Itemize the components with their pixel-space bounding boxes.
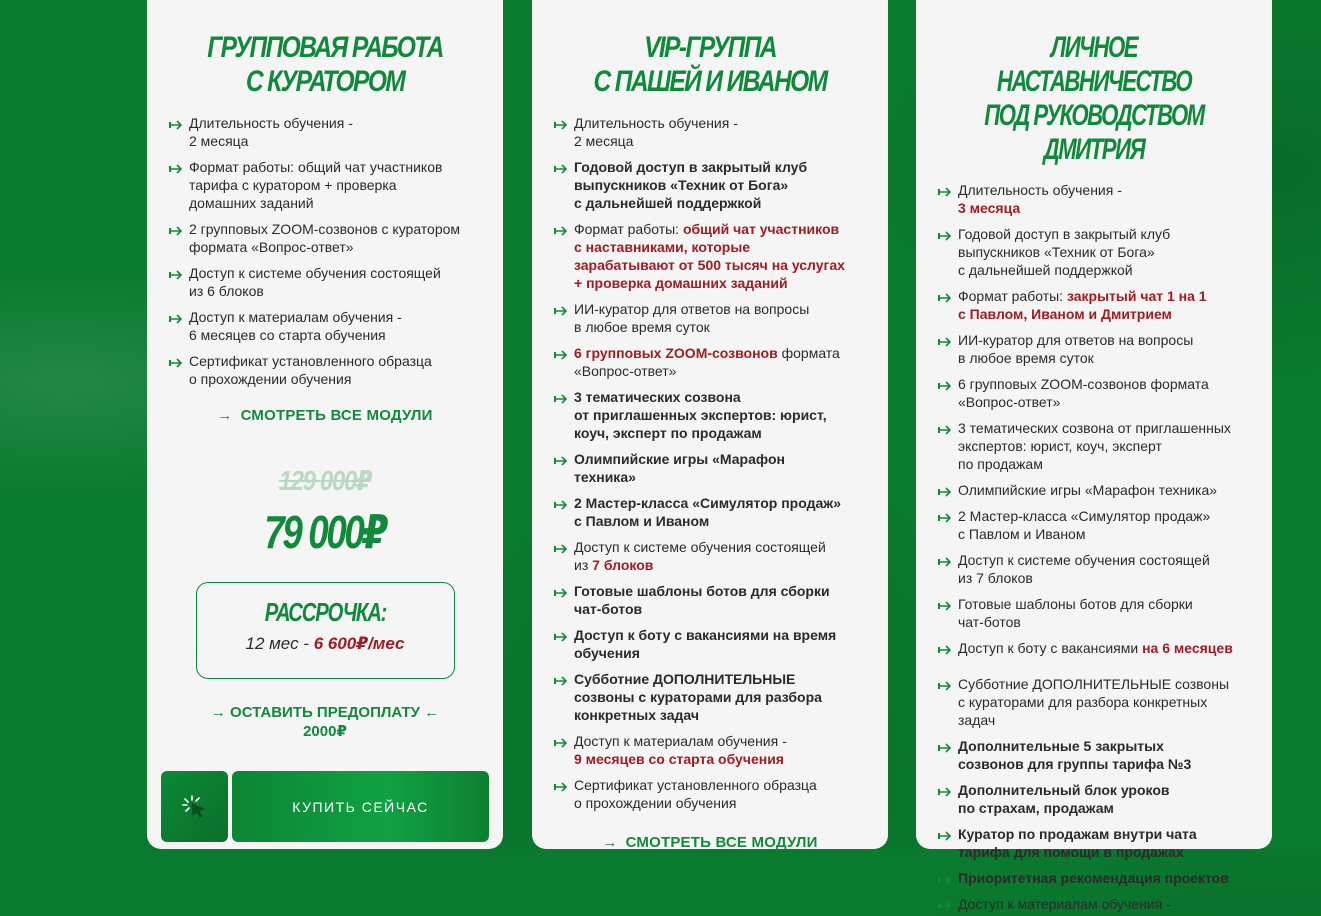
arrow-right-icon (938, 554, 952, 566)
arrow-right-icon (938, 828, 952, 840)
list-item: Доступ к материалам обучения - 6 месяцев со старта обучения (169, 308, 489, 344)
arrow-right-icon (938, 422, 952, 434)
list-item: 3 тематических созвона от приглашенных экспертов: юрист, коуч, эксперт по продажам (554, 388, 879, 442)
click-cursor-icon[interactable] (161, 771, 228, 842)
arrow-right-icon (169, 161, 183, 173)
arrow-right-icon (938, 740, 952, 752)
arrow-right-icon (938, 378, 952, 390)
arrow-right-icon (554, 453, 568, 465)
arrow-right-icon (169, 355, 183, 367)
list-item: Длительность обучения - 2 месяца (554, 114, 879, 150)
arrow-right-icon (554, 779, 568, 791)
installment-title: РАССРОЧКА: (264, 597, 386, 627)
arrow-right-icon (938, 184, 952, 196)
tariff-card-mentorship (916, 0, 1272, 912)
installment-box (196, 582, 455, 679)
installment-value: 12 мес - 6 600₽/мес (245, 634, 405, 653)
feature-list (554, 114, 879, 812)
list-item: Готовые шаблоны ботов для сборки чат-ботов (554, 582, 879, 618)
arrow-right-icon (554, 541, 568, 553)
buy-now-button[interactable]: КУПИТЬ СЕЙЧАС (232, 771, 489, 842)
arrow-right-icon (169, 117, 183, 129)
list-item: Доступ к боту с вакансиями на время обучения (554, 626, 879, 662)
list-item: Длительность обучения - 3 месяца (938, 181, 1263, 217)
prepay-link[interactable]: → ОСТАВИТЬ ПРЕДОПЛАТУ ← 2000₽ (210, 704, 440, 740)
list-item: Длительность обучения - 2 месяца (169, 114, 489, 150)
list-item: Формат работы: закрытый чат 1 на 1 с Павлом, Иваном и Дмитрием (938, 287, 1263, 323)
list-item: Приоритетная рекомендация проектов (938, 869, 1263, 887)
list-item: Доступ к системе обучения состоящей из 7 блоков (938, 551, 1263, 587)
list-item: Олимпийские игры «Марафон техника» (938, 481, 1263, 499)
arrow-right-icon (938, 898, 952, 910)
list-item: Дополнительный блок уроков по страхам, продажам (938, 781, 1263, 817)
arrow-left-icon: ← (419, 704, 440, 721)
list-item: ИИ-куратор для ответов на вопросы в любое время суток (554, 300, 879, 336)
arrow-right-icon: → (210, 704, 231, 721)
arrow-right-icon (554, 585, 568, 597)
list-item: Доступ к системе обучения состоящей из 6 блоков (169, 264, 489, 300)
arrow-right-icon (938, 334, 952, 346)
arrow-right-icon (938, 290, 952, 302)
arrow-right-icon (554, 161, 568, 173)
list-item: ИИ-куратор для ответов на вопросы в любое время суток (938, 331, 1263, 367)
list-item: Субботние ДОПОЛНИТЕЛЬНЫЕ созвоны с кураторами для разбора конкретных задач (554, 670, 879, 724)
list-item: 6 групповых ZOOM-созвонов формата «Вопрос-ответ» (938, 375, 1263, 411)
list-item: Доступ к материалам обучения - 9 месяцев со старта обучения (554, 732, 879, 768)
arrow-right-icon (554, 347, 568, 359)
list-item: Олимпийские игры «Марафон техника» (554, 450, 879, 486)
list-item: Сертификат установленного образца о прохождении обучения (554, 776, 879, 812)
arrow-right-icon (554, 391, 568, 403)
arrow-right-icon (554, 303, 568, 315)
arrow-right-icon (554, 497, 568, 509)
feature-list (938, 181, 1263, 913)
arrow-right-icon (554, 223, 568, 235)
list-item: Дополнительные 5 закрытых созвонов для группы тарифа №3 (938, 737, 1263, 773)
tariff-title: ГРУППОВАЯ РАБОТА С КУРАТОРОМ (207, 31, 443, 98)
tariff-card-vip (532, 0, 888, 849)
list-item: 6 групповых ZOOM-созвонов формата «Вопрос-ответ» (554, 344, 879, 380)
arrow-right-icon (938, 228, 952, 240)
list-item: Субботние ДОПОЛНИТЕЛЬНЫЕ созвоны с кураторами для разбора конкретных задач (938, 675, 1263, 729)
tariff-title: VIP-ГРУППА С ПАШЕЙ И ИВАНОМ (593, 31, 827, 98)
arrow-right-icon (938, 784, 952, 796)
arrow-right-icon (169, 267, 183, 279)
arrow-right-icon (938, 598, 952, 610)
list-item: Годовой доступ в закрытый клуб выпускников «Техник от Бога» с дальнейшей поддержкой (938, 225, 1263, 279)
arrow-right-icon: → (217, 407, 233, 424)
list-item: 3 тематических созвона от приглашенных экспертов: юрист, коуч, эксперт по продажам (938, 419, 1263, 473)
arrow-right-icon (938, 642, 952, 654)
arrow-right-icon (554, 673, 568, 685)
buy-row (161, 771, 489, 842)
list-item: 2 групповых ZOOM-созвонов с куратором формата «Вопрос-ответ» (169, 220, 489, 256)
arrow-right-icon: → (602, 834, 618, 851)
arrow-right-icon (938, 484, 952, 496)
tariff-title: ЛИЧНОЕ НАСТАВНИЧЕСТВО ПОД РУКОВОДСТВОМ ДМИТРИЯ (984, 31, 1204, 166)
list-item: 2 Мастер-класса «Симулятор продаж» с Павлом и Иваном (554, 494, 879, 530)
list-item: Формат работы: общий чат участников тарифа с куратором + проверка домашних заданий (169, 158, 489, 212)
list-item: Готовые шаблоны ботов для сборки чат-ботов (938, 595, 1263, 631)
arrow-right-icon (938, 872, 952, 884)
current-price: 79 000₽ (264, 506, 386, 558)
view-all-modules-link[interactable]: → СМОТРЕТЬ ВСЕ МОДУЛИ (217, 407, 433, 424)
list-item: Сертификат установленного образца о прохождении обучения (169, 352, 489, 388)
list-item: Доступ к системе обучения состоящей из 7 блоков (554, 538, 879, 574)
arrow-right-icon (938, 510, 952, 522)
view-all-modules-link[interactable]: → СМОТРЕТЬ ВСЕ МОДУЛИ (602, 834, 818, 851)
list-item: Формат работы: общий чат участников с наставниками, которые зарабатывают от 500 тысяч на услугах + проверка домашних заданий (554, 220, 879, 292)
feature-list (169, 114, 489, 388)
arrow-right-icon (169, 223, 183, 235)
list-item: Куратор по продажам внутри чата тарифа для помощи в продажах (938, 825, 1263, 861)
arrow-right-icon (938, 678, 952, 690)
list-item: Доступ к материалам обучения - (938, 895, 1263, 913)
old-price: 129 000₽ (278, 465, 372, 496)
arrow-right-icon (554, 629, 568, 641)
list-item: 2 Мастер-класса «Симулятор продаж» с Павлом и Иваном (938, 507, 1263, 543)
tariff-card-group (147, 0, 503, 849)
arrow-right-icon (554, 735, 568, 747)
list-item: Годовой доступ в закрытый клуб выпускников «Техник от Бога» с дальнейшей поддержкой (554, 158, 879, 212)
arrow-right-icon (554, 117, 568, 129)
list-item: Доступ к боту с вакансиями на 6 месяцев (938, 639, 1263, 657)
arrow-right-icon (169, 311, 183, 323)
